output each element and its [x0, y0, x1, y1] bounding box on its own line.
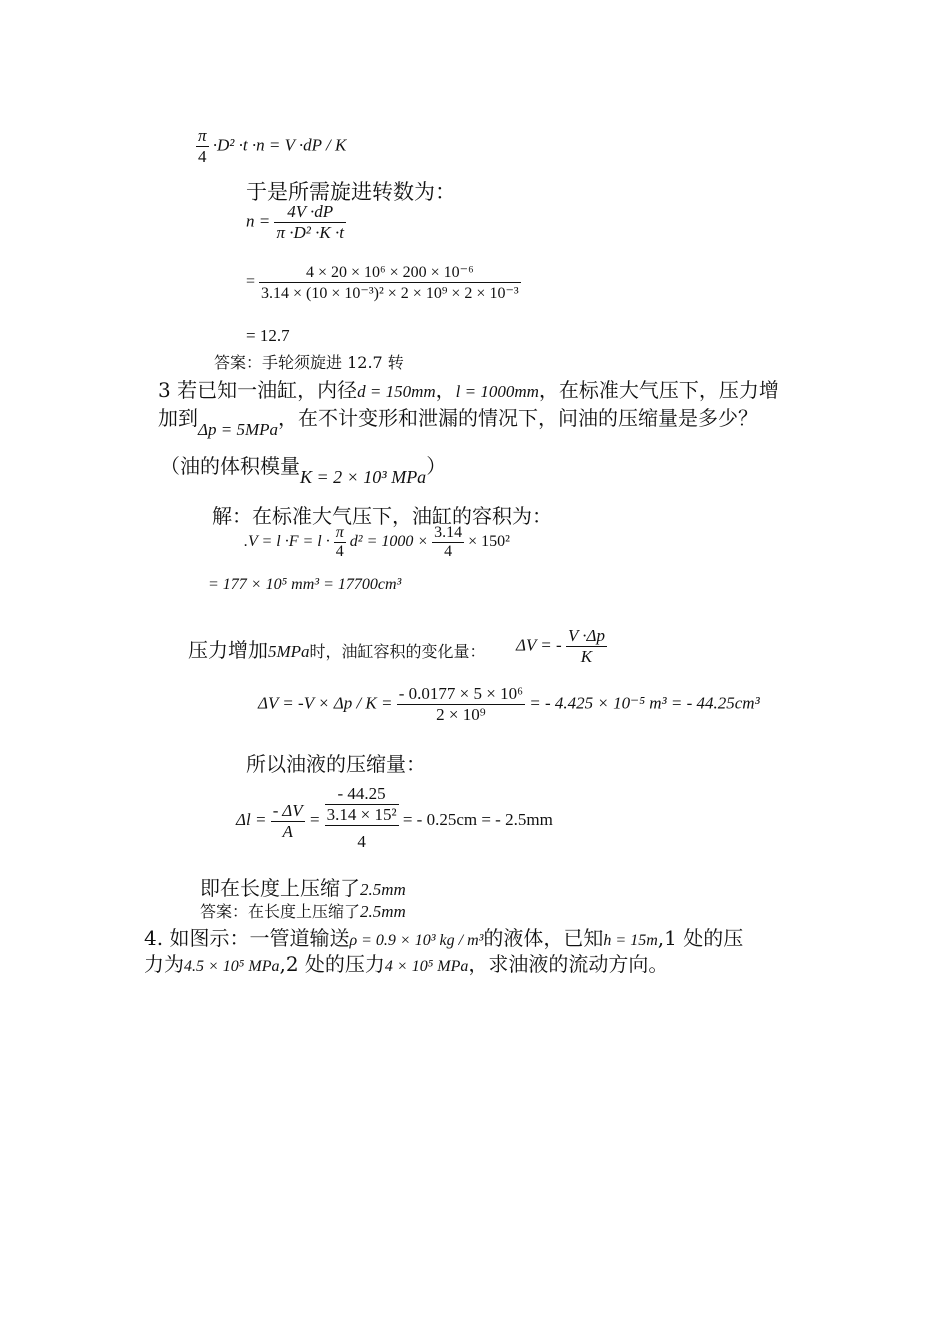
text: ） [426, 454, 447, 478]
equation-n-substituted [246, 262, 521, 303]
fraction-numerator: - ΔV [272, 800, 303, 820]
equals-sign: = [308, 810, 321, 829]
fraction-numerator: V ·Δp [567, 626, 605, 645]
fraction-denominator: 3.14 × (10 × 10⁻³)² × 2 × 10⁹ × 2 × 10⁻³ [261, 285, 519, 302]
text: 压力增加 [188, 638, 268, 662]
formula-density: ρ = 0.9 × 10³ kg / m³ [349, 932, 484, 949]
text: ， [435, 378, 456, 402]
fraction-denominator: 4 [444, 543, 453, 560]
fraction-substituted [259, 262, 521, 303]
fraction-numerator: 4V ·dP [274, 202, 345, 223]
fraction-denominator: 4 [198, 147, 207, 166]
fraction-numerator: π [335, 524, 344, 541]
fraction-inner-numerator: 3.14 × 15² [326, 805, 397, 824]
equation-rhs: = - 0.25cm = - 2.5mm [402, 810, 553, 829]
conclusion-line [200, 872, 406, 901]
fraction-denominator: A [282, 821, 293, 841]
fraction-volume-change [397, 684, 525, 725]
formula-diameter: d = 150mm [357, 382, 436, 401]
formula-pressure-increase: Δp = 5MPa [198, 420, 278, 439]
solution-intro: 解：在标准大气压下，油缸的容积为： [212, 504, 552, 528]
equation-rhs: = - 4.425 × 10⁻⁵ m³ = - 44.25cm³ [529, 693, 760, 713]
equation-n-formula [246, 202, 346, 243]
fraction-numerator: 4 × 20 × 10⁶ × 200 × 10⁻⁶ [259, 262, 521, 283]
formula-2-5mm: 2.5mm [360, 902, 406, 921]
fraction-denominator: π ·D² ·K ·t [276, 223, 344, 242]
text: ,1 处的压 [657, 926, 744, 950]
equation-volume-change-value [258, 684, 760, 725]
answer-question-2: 答案：手轮须旋进 12.7 转 [214, 353, 404, 372]
fraction-denominator: 2 × 10⁹ [436, 705, 486, 724]
volume-change-intro [188, 634, 486, 663]
formula-pressure-2: 4 × 10⁵ MPa [384, 958, 469, 975]
compression-intro: 所以油液的压缩量： [246, 752, 426, 776]
fraction-denominator: K [580, 647, 593, 666]
text: （油的体积模量 [160, 454, 300, 478]
fraction-numerator: 3.14 [434, 524, 463, 541]
fraction-numerator: - 44.25 [325, 784, 399, 805]
fraction-inner-denominator: 4 [357, 832, 366, 851]
question-3-line-1 [158, 374, 779, 403]
text: ，在不计变形和泄漏的情况下，问油的压缩量是多少？ [278, 406, 758, 430]
text: 3 若已知一油缸，内径 [158, 378, 358, 402]
fraction-n [274, 202, 345, 243]
equation-part: d² = 1000 × [349, 533, 429, 551]
text: 力为 [144, 952, 184, 976]
formula-length: l = 1000mm [455, 382, 539, 401]
equation-part: × 150² [468, 533, 510, 551]
fraction-v-dp-over-k [566, 626, 607, 667]
fraction-numerator: π [198, 126, 207, 145]
question-4-line-1 [144, 922, 743, 951]
equation-rest: ·D² ·t ·n = V ·dP / K [212, 135, 347, 155]
text-rotations-intro: 于是所需旋进转数为： [246, 180, 456, 204]
equation-volume-balance [196, 126, 346, 167]
fraction-dv-over-a [271, 801, 305, 842]
equation-prefix: = [246, 273, 256, 291]
answer-question-3 [200, 898, 406, 922]
text: ，求油液的流动方向。 [468, 952, 669, 976]
equation-result: = 12.7 [246, 326, 290, 345]
text: 4. 如图示：一管道输送 [144, 926, 350, 950]
equation-lhs: n = [246, 211, 271, 231]
fraction-compression-value [325, 784, 399, 852]
text: ，在标准大气压下，压力增 [538, 378, 779, 402]
equation-cylinder-volume [244, 524, 510, 561]
text: 时，油缸容积的变化量： [309, 642, 486, 661]
equation-lhs: ΔV = -V × Δp / K = [258, 693, 393, 713]
formula-5mpa: 5MPa [268, 642, 310, 661]
equation-compression [236, 784, 553, 852]
fraction-numerator: - 0.0177 × 5 × 10⁶ [398, 684, 524, 703]
formula-height: h = 15m [603, 932, 658, 949]
text: 加到 [158, 406, 198, 430]
text: 答案：在长度上压缩了 [200, 902, 361, 921]
fraction-3-14-over-4 [432, 524, 464, 561]
question-3-line-3 [160, 450, 447, 487]
equation-volume-result: = 177 × 10⁵ mm³ = 17700cm³ [208, 576, 402, 593]
text: 的液体，已知 [483, 926, 604, 950]
fraction-pi-over-4 [334, 524, 346, 561]
equation-part: .V = l ·F = l · [244, 533, 330, 551]
formula-2-5mm: 2.5mm [360, 880, 406, 899]
equation-lhs: ΔV = - [516, 635, 562, 655]
text: 即在长度上压缩了 [200, 876, 360, 900]
equation-lhs: Δl = [236, 810, 267, 829]
text: ,2 处的压力 [279, 952, 385, 976]
fraction-pi-over-4 [196, 126, 209, 167]
formula-bulk-modulus: K = 2 × 10³ MPa [300, 467, 427, 487]
question-3-line-2 [158, 402, 758, 439]
equation-volume-change-formula [516, 626, 607, 667]
fraction-denominator: 4 [335, 543, 344, 560]
question-4-line-2 [144, 948, 668, 977]
formula-pressure-1: 4.5 × 10⁵ MPa [184, 958, 280, 975]
